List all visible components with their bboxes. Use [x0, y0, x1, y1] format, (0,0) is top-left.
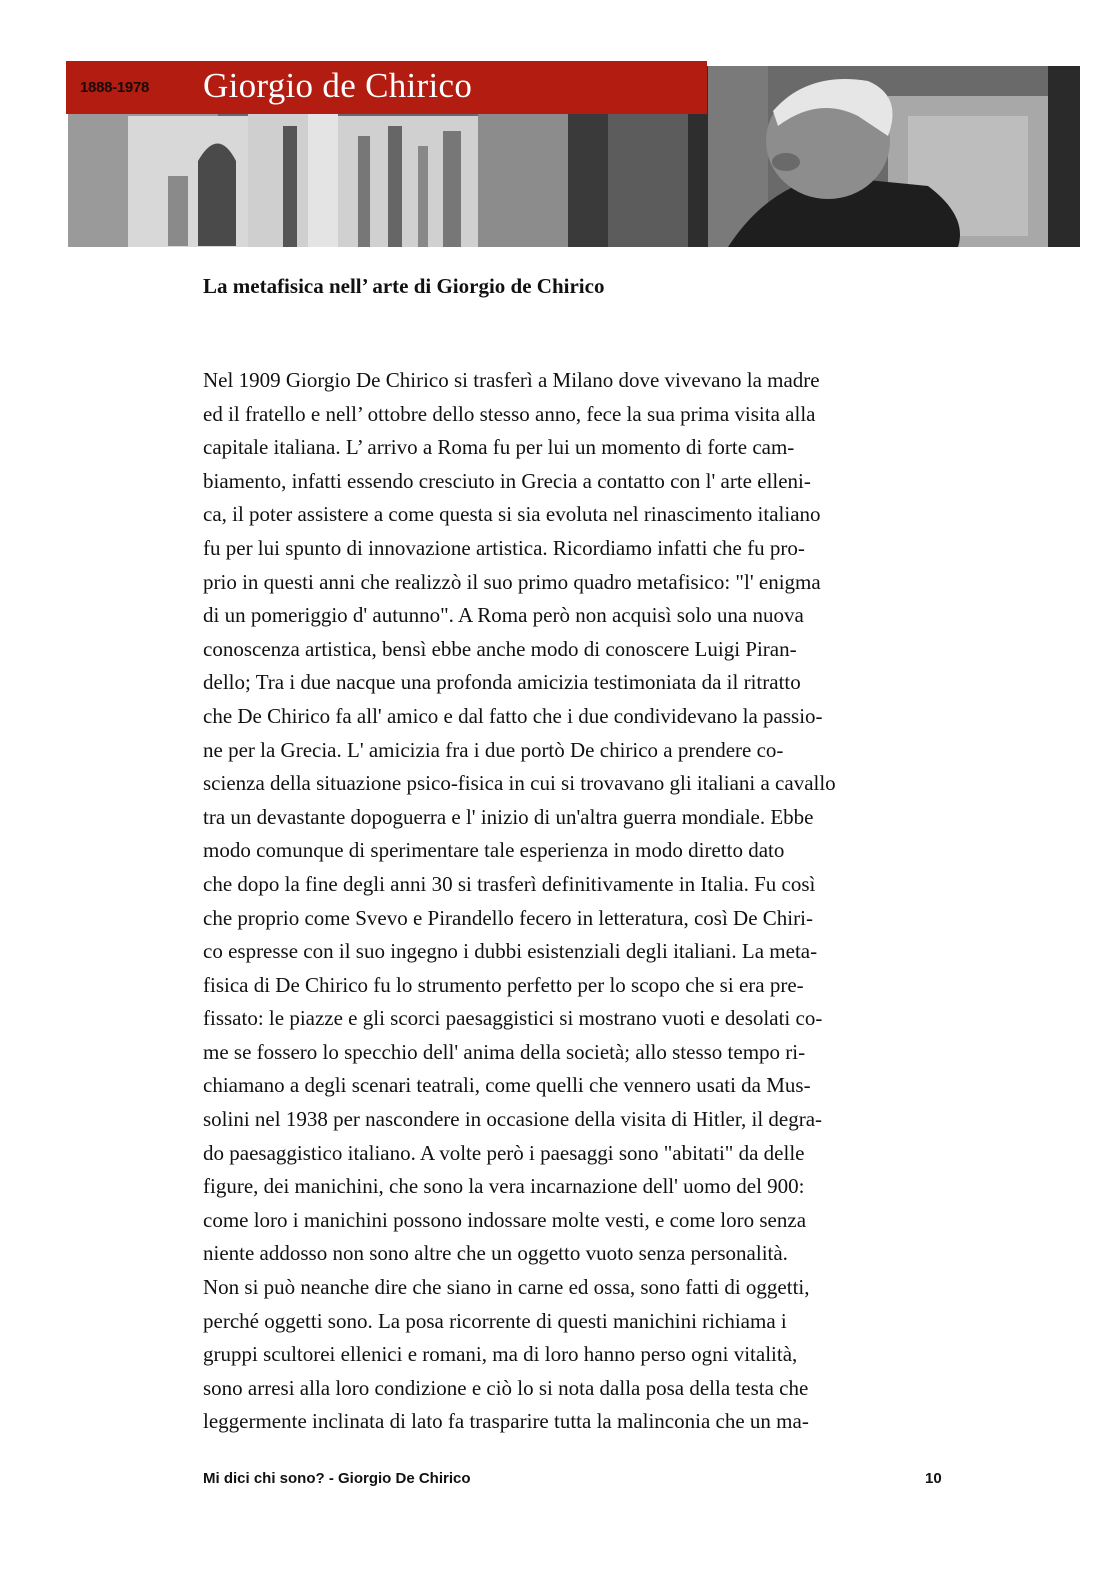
body-line: me se fossero lo specchio dell' anima della società; allo stesso tempo ri- [203, 1039, 806, 1064]
page-number: 10 [925, 1470, 942, 1487]
body-line: figure, dei manichini, che sono la vera incarnazione dell' uomo del 900: [203, 1174, 805, 1199]
body-line: che De Chirico fa all' amico e dal fatto che i due condividevano la passio- [203, 703, 823, 728]
body-line: modo comunque di sperimentare tale esperienza in modo diretto dato [203, 838, 785, 863]
body-line: co espresse con il suo ingegno i dubbi esistenziali degli italiani. La meta- [203, 939, 818, 964]
body-line: ne per la Grecia. L' amicizia fra i due portò De chirico a prendere co- [203, 737, 784, 762]
body-line: fisica di De Chirico fu lo strumento perfetto per lo scopo che si era pre- [203, 972, 804, 997]
article-body [203, 364, 963, 1439]
body-line: che proprio come Svevo e Pirandello fecero in letteratura, così De Chiri- [203, 905, 813, 930]
body-line: niente addosso non sono altre che un oggetto vuoto senza personalità. [203, 1241, 788, 1266]
page-title: Giorgio de Chirico [203, 66, 473, 105]
body-line: chiamano a degli scenari teatrali, come quelli che vennero usati da Mus- [203, 1073, 811, 1098]
body-line: fu per lui spunto di innovazione artistica. Ricordiamo infatti che fu pro- [203, 535, 805, 560]
body-line: dello; Tra i due nacque una profonda amicizia testimoniata da il ritratto [203, 670, 801, 695]
header-years: 1888-1978 [80, 79, 150, 96]
body-line: Nel 1909 Giorgio De Chirico si trasferì a Milano dove vivevano la madre [203, 368, 820, 392]
body-line: sono arresi alla loro condizione e ciò lo si nota dalla posa della testa che [203, 1375, 809, 1400]
body-line: come loro i manichini possono indossare molte vesti, e come loro senza [203, 1207, 807, 1232]
body-line: do paesaggistico italiano. A volte però i paesaggi sono "abitati" da delle [203, 1140, 805, 1165]
body-line: leggermente inclinata di lato fa trasparire tutta la malinconia che un ma- [203, 1409, 809, 1434]
body-line: tra un devastante dopoguerra e l' inizio di un'altra guerra mondiale. Ebbe [203, 804, 814, 829]
body-line: perché oggetti sono. La posa ricorrente di questi manichini richiama i [203, 1308, 787, 1333]
body-line: gruppi scultorei ellenici e romani, ma di loro hanno perso ogni vitalità, [203, 1342, 798, 1367]
body-line: che dopo la fine degli anni 30 si trasferì definitivamente in Italia. Fu così [203, 871, 816, 896]
body-line: solini nel 1938 per nascondere in occasione della visita di Hitler, il degra- [203, 1107, 823, 1132]
body-line: di un pomeriggio d' autunno". A Roma però non acquisì solo una nuova [203, 603, 804, 628]
body-line: ca, il poter assistere a come questa si sia evoluta nel rinascimento italiano [203, 502, 821, 527]
body-line: biamento, infatti essendo cresciuto in Grecia a contatto con l' arte elleni- [203, 468, 811, 493]
body-line: Non si può neanche dire che siano in carne ed ossa, sono fatti di oggetti, [203, 1275, 810, 1300]
body-line: fissato: le piazze e gli scorci paesaggistici si mostrano vuoti e desolati co- [203, 1006, 823, 1031]
body-line: prio in questi anni che realizzò il suo primo quadro metafisico: "l' enigma [203, 569, 821, 594]
footer-title: Mi dici chi sono? - Giorgio De Chirico [203, 1470, 471, 1487]
body-line: capitale italiana. L’ arrivo a Roma fu per lui un momento di forte cam- [203, 435, 795, 460]
body-line: scienza della situazione psico-fisica in cui si trovavano gli italiani a cavallo [203, 771, 836, 796]
body-line: conoscenza artistica, bensì ebbe anche modo di conoscere Luigi Piran- [203, 636, 797, 661]
body-line: ed il fratello e nell’ ottobre dello stesso anno, fece la sua prima visita alla [203, 401, 816, 426]
article-subtitle: La metafisica nell’ arte di Giorgio de Chirico [203, 274, 605, 298]
